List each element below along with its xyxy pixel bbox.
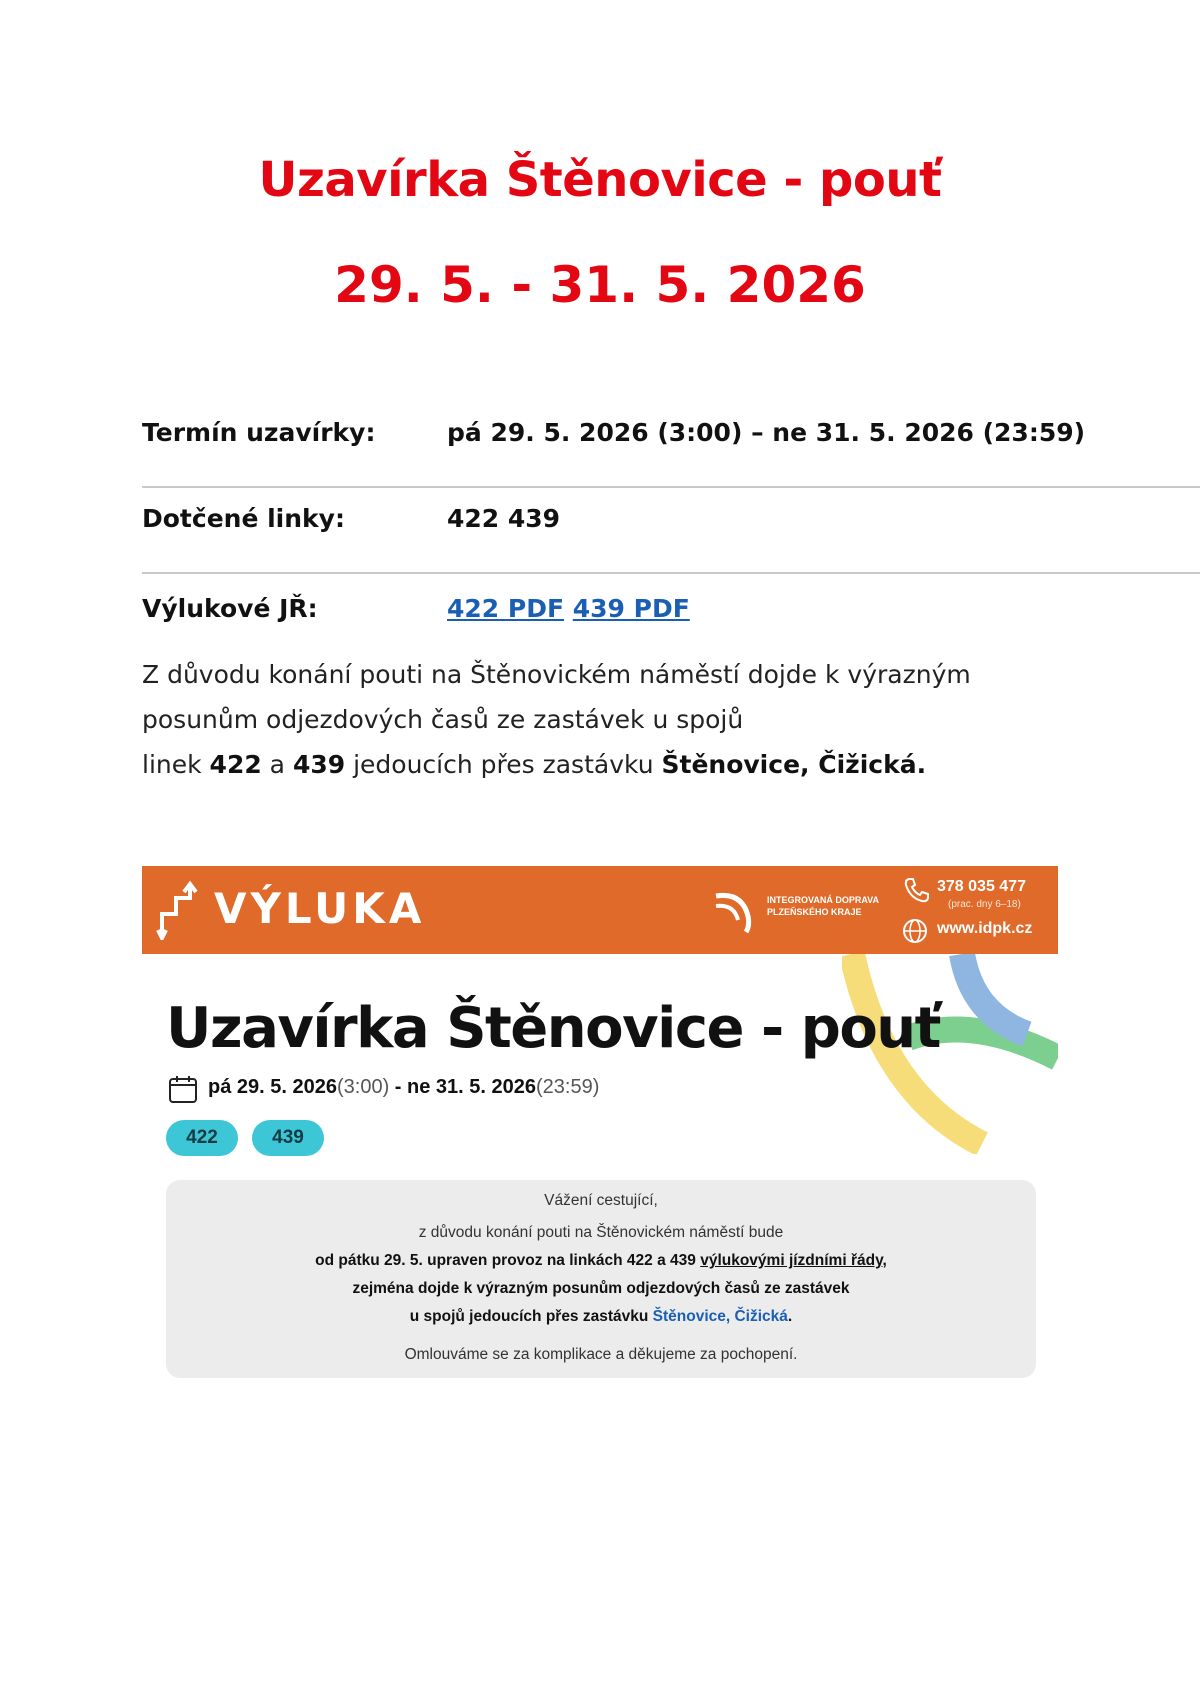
message-line: z důvodu konání pouti na Štěnovickém náměstí bude bbox=[418, 1224, 784, 1241]
message-text: u spojů jedoucích přes zastávku bbox=[409, 1308, 653, 1325]
org-name-line: PLZEŇSKÉHO KRAJE bbox=[767, 907, 862, 917]
message-text: , bbox=[882, 1252, 887, 1269]
page-title: Uzavírka Štěnovice - pouť bbox=[258, 152, 942, 208]
globe-icon bbox=[902, 918, 928, 944]
message-closing: Omlouváme se za komplikace a děkujeme za pochopení. bbox=[404, 1346, 798, 1363]
banner-header bbox=[142, 866, 1058, 954]
pdf-link-439[interactable]: 439 PDF bbox=[572, 594, 690, 623]
divider bbox=[142, 572, 1200, 574]
date-from: pá 29. 5. 2026 bbox=[208, 1076, 337, 1098]
line-number: 439 bbox=[292, 750, 346, 779]
line-number: 422 bbox=[209, 750, 262, 779]
notice-paragraph bbox=[142, 652, 1042, 787]
timetables-label: Výlukové JŘ: bbox=[142, 594, 318, 623]
banner-label: VÝLUKA bbox=[214, 884, 426, 933]
idpk-logo-icon bbox=[712, 886, 762, 936]
stop-link[interactable]: Štěnovice, Čižická bbox=[652, 1308, 788, 1325]
message-line bbox=[166, 1308, 1036, 1326]
lines-label: Dotčené linky: bbox=[142, 504, 345, 533]
website: www.idpk.cz bbox=[937, 920, 1033, 937]
message-box bbox=[166, 1180, 1036, 1378]
phone-number: 378 035 477 bbox=[937, 878, 1026, 895]
org-name-line: INTEGROVANÁ DOPRAVA bbox=[767, 895, 880, 905]
diversion-arrows-icon bbox=[156, 880, 208, 940]
message-text: . bbox=[787, 1308, 793, 1325]
banner-date bbox=[208, 1076, 599, 1099]
message-greeting: Vážení cestující, bbox=[544, 1192, 658, 1209]
timetable-link[interactable]: výlukovými jízdními řády bbox=[700, 1252, 883, 1269]
lines-value: 422 439 bbox=[447, 504, 561, 533]
time-from: (3:00) bbox=[336, 1076, 390, 1098]
phone-icon bbox=[902, 876, 930, 904]
banner-title: Uzavírka Štěnovice - pouť bbox=[166, 996, 940, 1061]
paragraph-text: jedoucích přes zastávku bbox=[345, 750, 662, 779]
closure-banner bbox=[142, 866, 1058, 1386]
paragraph-text: a bbox=[261, 750, 293, 779]
org-name bbox=[767, 894, 887, 918]
paragraph-text: linek bbox=[142, 750, 210, 779]
paragraph-text: . bbox=[916, 750, 927, 779]
message-text: od pátku 29. 5. upraven provoz na linkách 422 a 439 bbox=[315, 1252, 701, 1269]
message-line bbox=[166, 1252, 1036, 1270]
divider bbox=[142, 486, 1200, 488]
pdf-link-422[interactable]: 422 PDF bbox=[447, 594, 565, 623]
stop-name: Štěnovice, Čižická bbox=[661, 750, 917, 779]
date-to: ne 31. 5. 2026 bbox=[407, 1076, 536, 1098]
term-value: pá 29. 5. 2026 (3:00) – ne 31. 5. 2026 (23:59) bbox=[447, 418, 1086, 447]
message-line: zejména dojde k výrazným posunům odjezdových časů ze zastávek bbox=[352, 1280, 850, 1297]
paragraph-text: posunům odjezdových časů ze zastávek u spojů bbox=[142, 705, 744, 734]
page-dates: 29. 5. - 31. 5. 2026 bbox=[334, 256, 866, 314]
term-label: Termín uzavírky: bbox=[142, 418, 376, 447]
time-to: (23:59) bbox=[536, 1076, 600, 1098]
pdf-links bbox=[447, 594, 690, 623]
line-badge-422: 422 bbox=[166, 1120, 238, 1156]
line-badge-439: 439 bbox=[252, 1120, 324, 1156]
date-separator: - bbox=[389, 1076, 408, 1098]
phone-hours: (prac. dny 6–18) bbox=[948, 899, 1021, 910]
paragraph-text: Z důvodu konání pouti na Štěnovickém náměstí dojde k výrazným bbox=[142, 660, 971, 689]
calendar-icon bbox=[168, 1074, 198, 1104]
